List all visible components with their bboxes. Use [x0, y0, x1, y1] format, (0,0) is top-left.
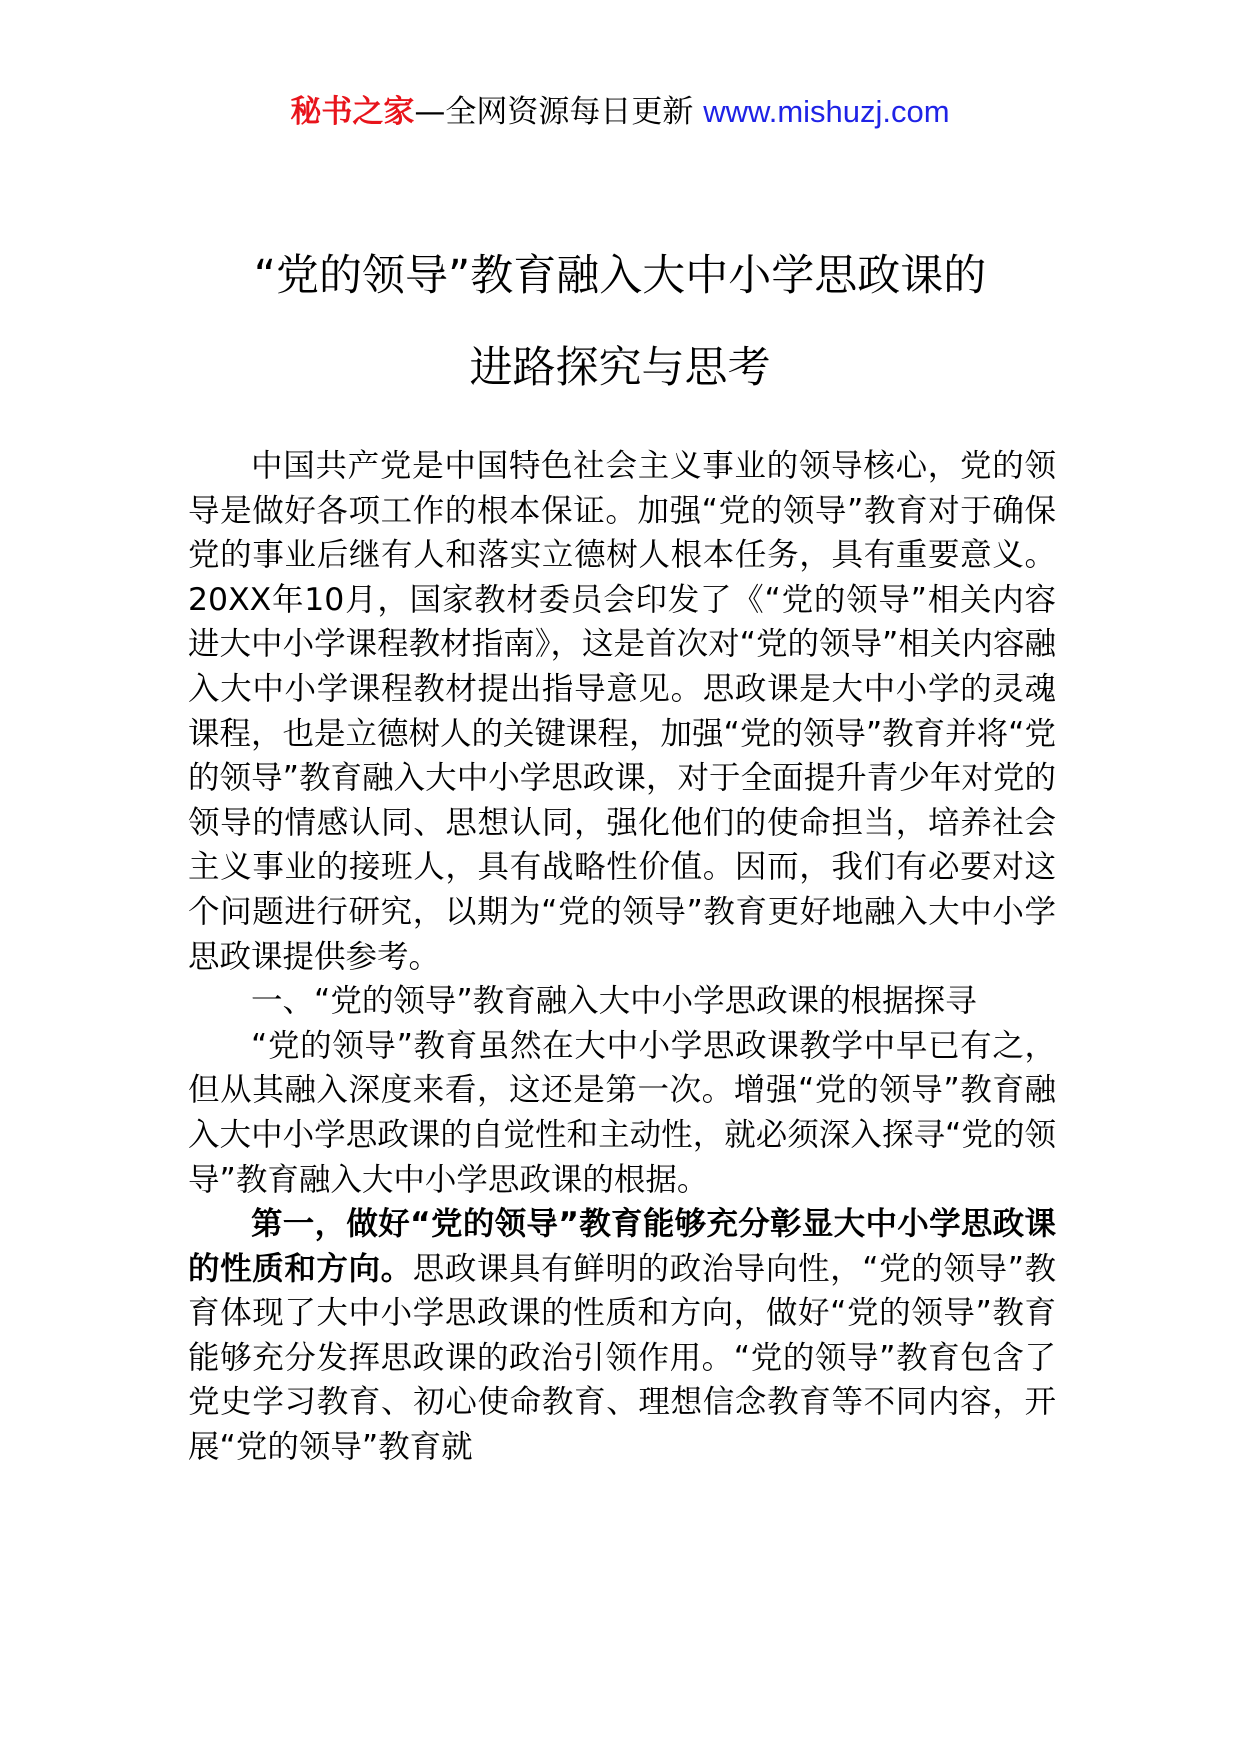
slogan: —全网资源每日更新	[414, 94, 694, 130]
site-header	[0, 92, 1240, 132]
document-title	[0, 230, 1240, 414]
paragraph-3	[188, 1202, 1056, 1470]
section-heading-1: 一、“党的领导”教育融入大中小学思政课的根据探寻	[251, 983, 977, 1020]
paragraph-2: “党的领导”教育虽然在大中小学思政课教学中早已有之，但从其融入深度来看，这还是第一次。增强“党的领导”教育融入大中小学思政课的自觉性和主动性，就必须深入探寻“党的领导”教育融入大中小学思政课的根据。	[188, 1027, 1056, 1198]
document-body	[188, 444, 1056, 1470]
paragraph-3-lead: 第一，做好“党的领导”教育能够充分彰显大中小学思政课的性质和方向。	[188, 1206, 1056, 1287]
paragraph-intro: 中国共产党是中国特色社会主义事业的领导核心，党的领导是做好各项工作的根本保证。加强“党的领导”教育对于确保党的事业后继有人和落实立德树人根本任务，具有重要意义。20XX年10月，国家教材委员会印发了《“党的领导”相关内容进大中小学课程教材指南》，这是首次对“党的领导”相关内容融入大中小学课程教材提出指导意见。思政课是大中小学的灵魂课程，也是立德树人的关键课程，加强“党的领导”教育并将“党的领导”教育融入大中小学思政课，对于全面提升青少年对党的领导的情感认同、思想认同，强化他们的使命担当，培养社会主义事业的接班人，具有战略性价值。因而，我们有必要对这个问题进行研究，以期为“党的领导”教育更好地融入大中小学思政课提供参考。	[188, 448, 1056, 975]
site-url-link[interactable]: www.mishuzj.com	[703, 94, 950, 129]
title-line-1: “党的领导”教育融入大中小学思政课的	[253, 251, 987, 301]
brand-name: 秘书之家	[290, 94, 415, 130]
paragraph-3-text: 思政课具有鲜明的政治导向性，“党的领导”教育体现了大中小学思政课的性质和方向，做好“党的领导”教育能够充分发挥思政课的政治引领作用。“党的领导”教育包含了党史学习教育、初心使命教育、理想信念教育等不同内容，开展“党的领导”教育就	[188, 1250, 1056, 1466]
title-line-2: 进路探究与思考	[469, 343, 771, 393]
